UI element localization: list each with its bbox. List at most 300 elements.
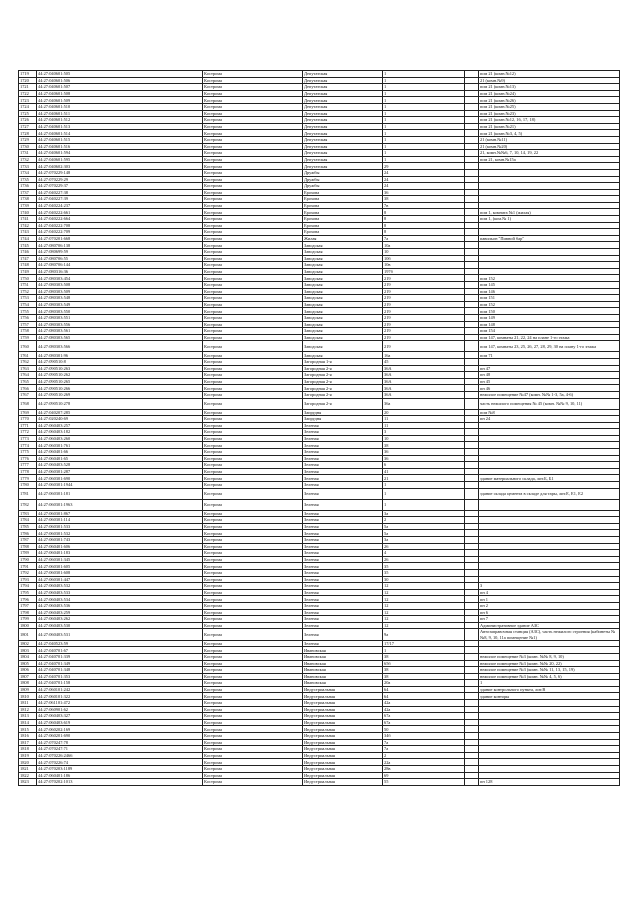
street-cell: Заводская: [303, 288, 383, 295]
table-row: [19, 295, 620, 302]
row-number-cell: 1724: [19, 103, 37, 110]
row-number-cell: 1755: [19, 308, 37, 315]
empty-cell: [465, 660, 479, 667]
house-cell: 7а: [383, 746, 465, 753]
street-cell: Индустриальная: [303, 772, 383, 779]
table-row: [19, 589, 620, 596]
cadastral-number-cell: 44:27:060101:322: [37, 693, 203, 700]
city-cell: Кострома: [203, 629, 303, 640]
house-cell: 197б: [383, 268, 465, 275]
empty-cell: [465, 268, 479, 275]
city-cell: Кострома: [203, 569, 303, 576]
row-number-cell: 1785: [19, 523, 37, 530]
empty-cell: [465, 442, 479, 449]
table-row: [19, 275, 620, 282]
cadastral-number-cell: 44:27:061101:472: [37, 700, 203, 707]
table-row: [19, 169, 620, 176]
table-row: [19, 475, 620, 482]
empty-cell: [465, 255, 479, 262]
street-cell: Загородная 2-я: [303, 385, 383, 392]
street-cell: Индустриальная: [303, 693, 383, 700]
city-cell: Кострома: [203, 123, 303, 130]
empty-cell: [465, 314, 479, 321]
note-cell: [479, 176, 620, 183]
cadastral-number-cell: 44:27:040701:353: [37, 673, 203, 680]
row-number-cell: 1761: [19, 352, 37, 359]
house-cell: 219: [383, 341, 465, 352]
table-row: [19, 255, 620, 262]
city-cell: Кострома: [203, 328, 303, 335]
row-number-cell: 1730: [19, 143, 37, 150]
table-row: [19, 488, 620, 499]
street-cell: Зеленая: [303, 499, 383, 510]
street-cell: Заводская: [303, 301, 383, 308]
empty-cell: [465, 653, 479, 660]
city-cell: Кострома: [203, 249, 303, 256]
table-row: [19, 686, 620, 693]
table-row: [19, 779, 620, 786]
house-cell: 11: [383, 416, 465, 423]
house-cell: 10: [383, 435, 465, 442]
city-cell: Кострома: [203, 475, 303, 482]
street-cell: Заводская: [303, 352, 383, 359]
house-cell: 28в: [383, 766, 465, 773]
note-cell: пом №8: [479, 409, 620, 416]
street-cell: Индустриальная: [303, 726, 383, 733]
city-cell: Кострома: [203, 216, 303, 223]
cadastral-number-cell: 44:27:040601:595: [37, 156, 203, 163]
city-cell: Кострома: [203, 409, 303, 416]
row-number-cell: 1732: [19, 156, 37, 163]
house-cell: 1: [383, 117, 465, 124]
row-number-cell: 1745: [19, 242, 37, 249]
cadastral-number-cell: 44:27:040601:594: [37, 150, 203, 157]
row-number-cell: 1821: [19, 766, 37, 773]
row-number-cell: 1815: [19, 726, 37, 733]
cadastral-number-cell: 44:27:080301:96: [37, 352, 203, 359]
cadastral-number-cell: 44:27:090510:269: [37, 391, 203, 398]
empty-cell: [465, 499, 479, 510]
house-cell: 1: [383, 103, 465, 110]
house-cell: 34б: [383, 733, 465, 740]
empty-cell: [465, 110, 479, 117]
cadastral-number-cell: 44:27:060301:114: [37, 517, 203, 524]
table-row: [19, 90, 620, 97]
cadastral-number-cell: 44:27:060401:66: [37, 449, 203, 456]
house-cell: 1: [383, 97, 465, 104]
note-cell: [479, 482, 620, 489]
city-cell: Кострома: [203, 530, 303, 537]
note-cell: [479, 556, 620, 563]
note-cell: [479, 713, 620, 720]
house-cell: 219: [383, 288, 465, 295]
row-number-cell: 1780: [19, 482, 37, 489]
house-cell: 4: [383, 550, 465, 557]
house-cell: 6: [383, 462, 465, 469]
city-cell: Кострома: [203, 321, 303, 328]
city-cell: Кострома: [203, 288, 303, 295]
note-cell: пн 24: [479, 416, 620, 423]
row-number-cell: 1728: [19, 130, 37, 137]
cadastral-number-cell: 44:27:040701:158: [37, 680, 203, 687]
city-cell: Кострома: [203, 103, 303, 110]
row-number-cell: 1771: [19, 422, 37, 429]
house-cell: 36: [383, 189, 465, 196]
row-number-cell: 1784: [19, 517, 37, 524]
street-cell: Заводская: [303, 262, 383, 269]
empty-cell: [465, 550, 479, 557]
house-cell: 1: [383, 90, 465, 97]
row-number-cell: 1726: [19, 117, 37, 124]
city-cell: Кострома: [203, 275, 303, 282]
city-cell: Кострома: [203, 334, 303, 341]
city-cell: Кострома: [203, 378, 303, 385]
empty-cell: [465, 416, 479, 423]
table-row: [19, 196, 620, 203]
table-row: [19, 308, 620, 315]
cadastral-number-cell: 44:27:070202:1013: [37, 779, 203, 786]
table-row: [19, 71, 620, 78]
street-cell: Депутатская: [303, 117, 383, 124]
house-cell: 1: [383, 130, 465, 137]
house-cell: 65б: [383, 660, 465, 667]
city-cell: Кострома: [203, 90, 303, 97]
empty-cell: [465, 739, 479, 746]
house-cell: 20: [383, 409, 465, 416]
street-cell: Зеленая: [303, 629, 383, 640]
house-cell: 16а: [383, 352, 465, 359]
empty-cell: [465, 523, 479, 530]
city-cell: Кострома: [203, 510, 303, 517]
row-number-cell: 1752: [19, 288, 37, 295]
note-cell: [479, 576, 620, 583]
empty-cell: [465, 569, 479, 576]
cadastral-number-cell: 44:27:060401:65: [37, 455, 203, 462]
city-cell: Кострома: [203, 482, 303, 489]
cadastral-number-cell: 44:27:060301:743: [37, 537, 203, 544]
house-cell: 5а: [383, 523, 465, 530]
city-cell: Кострома: [203, 640, 303, 647]
cadastral-number-cell: 44:27:060403:619: [37, 719, 203, 726]
table-row: [19, 629, 620, 640]
table-row: [19, 640, 620, 647]
table-row: [19, 517, 620, 524]
city-cell: Кострома: [203, 442, 303, 449]
cadastral-number-cell: 44:27:060403:182: [37, 429, 203, 436]
empty-cell: [465, 596, 479, 603]
street-cell: Индустриальная: [303, 713, 383, 720]
city-cell: Кострома: [203, 693, 303, 700]
city-cell: Кострома: [203, 766, 303, 773]
table-row: [19, 622, 620, 629]
city-cell: Кострома: [203, 391, 303, 398]
city-cell: Кострома: [203, 719, 303, 726]
street-cell: Депутатская: [303, 156, 383, 163]
empty-cell: [465, 455, 479, 462]
row-number-cell: 1808: [19, 680, 37, 687]
row-number-cell: 1783: [19, 510, 37, 517]
note-cell: пн 1: [479, 596, 620, 603]
row-number-cell: 1759: [19, 334, 37, 341]
note-cell: [479, 455, 620, 462]
street-cell: Зеленая: [303, 569, 383, 576]
house-cell: 8: [383, 209, 465, 216]
house-cell: 3а: [383, 510, 465, 517]
cadastral-number-cell: 44:27:060403:528: [37, 462, 203, 469]
street-cell: Зеленая: [303, 583, 383, 590]
house-cell: 29: [383, 163, 465, 170]
cadastral-number-cell: 44:27:060301:287: [37, 468, 203, 475]
row-number-cell: 1804: [19, 653, 37, 660]
street-cell: Дружбы: [303, 169, 383, 176]
table-row: [19, 576, 620, 583]
house-cell: 1: [383, 84, 465, 91]
row-number-cell: 1774: [19, 442, 37, 449]
empty-cell: [465, 117, 479, 124]
house-cell: 67а: [383, 719, 465, 726]
empty-cell: [465, 530, 479, 537]
city-cell: Кострома: [203, 583, 303, 590]
note-cell: Автозаправочная станция (АЗС), часть нежилого строения (кабинеты №№8, 9, 10, 11а помещение №1): [479, 629, 620, 640]
house-cell: 219: [383, 328, 465, 335]
street-cell: Зеленая: [303, 462, 383, 469]
house-cell: 219: [383, 295, 465, 302]
table-row: [19, 660, 620, 667]
table-row: [19, 713, 620, 720]
table-row: [19, 609, 620, 616]
row-number-cell: 1806: [19, 667, 37, 674]
house-cell: 35: [383, 563, 465, 570]
note-cell: [479, 550, 620, 557]
city-cell: Кострома: [203, 660, 303, 667]
street-cell: Запрудня: [303, 409, 383, 416]
table-row: [19, 530, 620, 537]
street-cell: Ерохова: [303, 189, 383, 196]
row-number-cell: 1786: [19, 530, 37, 537]
city-cell: Кострома: [203, 435, 303, 442]
table-row: [19, 328, 620, 335]
cadastral-number-cell: 44:27:060403:530: [37, 622, 203, 629]
row-number-cell: 1719: [19, 71, 37, 78]
cadastral-number-cell: 44:27:040207:285: [37, 409, 203, 416]
cadastral-number-cell: 44:27:070226:74: [37, 759, 203, 766]
row-number-cell: 1817: [19, 739, 37, 746]
table-row: [19, 163, 620, 170]
table-row: [19, 759, 620, 766]
house-cell: 30: [383, 576, 465, 583]
city-cell: Кострома: [203, 563, 303, 570]
row-number-cell: 1822: [19, 772, 37, 779]
street-cell: Ерохова: [303, 196, 383, 203]
table-row: [19, 334, 620, 341]
cadastral-number-cell: 44:27:040224:237: [37, 202, 203, 209]
row-number-cell: 1727: [19, 123, 37, 130]
city-cell: Кострома: [203, 455, 303, 462]
empty-cell: [465, 77, 479, 84]
note-cell: [479, 222, 620, 229]
house-cell: 1: [383, 150, 465, 157]
city-cell: Кострома: [203, 398, 303, 409]
note-cell: пом 152: [479, 275, 620, 282]
note-cell: [479, 766, 620, 773]
street-cell: Зеленая: [303, 422, 383, 429]
note-cell: [479, 435, 620, 442]
empty-cell: [465, 143, 479, 150]
street-cell: Депутатская: [303, 110, 383, 117]
house-cell: 9а: [383, 629, 465, 640]
table-row: [19, 693, 620, 700]
house-cell: 219: [383, 282, 465, 289]
table-row: [19, 156, 620, 163]
empty-cell: [465, 334, 479, 341]
row-number-cell: 1796: [19, 596, 37, 603]
table-row: [19, 268, 620, 275]
city-cell: Кострома: [203, 235, 303, 242]
row-number-cell: 1736: [19, 183, 37, 190]
empty-cell: [465, 398, 479, 409]
house-cell: 24: [383, 183, 465, 190]
empty-cell: [465, 130, 479, 137]
cadastral-number-cell: 44:27:090510:263: [37, 365, 203, 372]
table-row: [19, 435, 620, 442]
table-row: [19, 537, 620, 544]
house-cell: 1: [383, 156, 465, 163]
row-number-cell: 1799: [19, 616, 37, 623]
note-cell: нежилое помещение №3 (комн. №№ 8, 9, 10): [479, 653, 620, 660]
empty-cell: [465, 576, 479, 583]
note-cell: [479, 229, 620, 236]
row-number-cell: 1742: [19, 222, 37, 229]
street-cell: Загородная 2-я: [303, 372, 383, 379]
street-cell: Загородная 2-я: [303, 378, 383, 385]
row-number-cell: 1811: [19, 700, 37, 707]
street-cell: Зеленая: [303, 596, 383, 603]
table-row: [19, 563, 620, 570]
house-cell: 69: [383, 772, 465, 779]
city-cell: Кострома: [203, 622, 303, 629]
house-cell: 36: [383, 449, 465, 456]
street-cell: Депутатская: [303, 90, 383, 97]
street-cell: Зеленая: [303, 475, 383, 482]
property-table: [18, 70, 620, 786]
note-cell: пом 152: [479, 301, 620, 308]
house-cell: 10в: [383, 262, 465, 269]
empty-cell: [465, 308, 479, 315]
house-cell: 36А: [383, 385, 465, 392]
house-cell: 21: [383, 475, 465, 482]
table-row: [19, 398, 620, 409]
empty-cell: [465, 435, 479, 442]
city-cell: Кострома: [203, 673, 303, 680]
city-cell: Кострома: [203, 746, 303, 753]
cadastral-number-cell: 44:27:040601:513: [37, 123, 203, 130]
row-number-cell: 1795: [19, 589, 37, 596]
empty-cell: [465, 183, 479, 190]
house-cell: 1: [383, 77, 465, 84]
note-cell: [479, 255, 620, 262]
row-number-cell: 1739: [19, 202, 37, 209]
cadastral-number-cell: 44:27:060401:606: [37, 543, 203, 550]
empty-cell: [465, 169, 479, 176]
row-number-cell: 1819: [19, 752, 37, 759]
city-cell: Кострома: [203, 169, 303, 176]
note-cell: [479, 429, 620, 436]
row-number-cell: 1734: [19, 169, 37, 176]
city-cell: Кострома: [203, 196, 303, 203]
cadastral-number-cell: 44:27:080303:550: [37, 308, 203, 315]
row-number-cell: 1787: [19, 537, 37, 544]
cadastral-number-cell: 44:27:040227:38: [37, 189, 203, 196]
table-row: [19, 136, 620, 143]
note-cell: [479, 746, 620, 753]
empty-cell: [465, 97, 479, 104]
house-cell: 7в: [383, 202, 465, 209]
empty-cell: [465, 429, 479, 436]
house-cell: 219: [383, 334, 465, 341]
city-cell: Кострома: [203, 84, 303, 91]
note-cell: [479, 719, 620, 726]
cadastral-number-cell: 44:27:070201:668: [37, 235, 203, 242]
row-number-cell: 1764: [19, 372, 37, 379]
house-cell: 1: [383, 110, 465, 117]
empty-cell: [465, 719, 479, 726]
cadastral-number-cell: 44:27:060301:1944: [37, 482, 203, 489]
house-cell: 3а: [383, 537, 465, 544]
street-cell: Зеленая: [303, 517, 383, 524]
cadastral-number-cell: 44:27:080303:561: [37, 328, 203, 335]
empty-cell: [465, 629, 479, 640]
cadastral-number-cell: 44:27:060301:533: [37, 523, 203, 530]
table-row: [19, 462, 620, 469]
cadastral-number-cell: 44:27:060301:690: [37, 475, 203, 482]
cadastral-number-cell: 44:27:070229:29: [37, 176, 203, 183]
cadastral-number-cell: 44:27:060403:260: [37, 435, 203, 442]
street-cell: Ерохова: [303, 202, 383, 209]
house-cell: 1: [383, 499, 465, 510]
street-cell: Зеленая: [303, 488, 383, 499]
house-cell: 2: [383, 752, 465, 759]
house-cell: 17/17: [383, 640, 465, 647]
street-cell: Депутатская: [303, 97, 383, 104]
city-cell: Кострома: [203, 365, 303, 372]
table-row: [19, 123, 620, 130]
empty-cell: [465, 488, 479, 499]
row-number-cell: 1802: [19, 640, 37, 647]
row-number-cell: 1812: [19, 706, 37, 713]
note-cell: 1: [479, 680, 620, 687]
note-cell: [479, 563, 620, 570]
note-cell: [479, 759, 620, 766]
house-cell: 24: [383, 176, 465, 183]
city-cell: Кострома: [203, 358, 303, 365]
street-cell: Индустриальная: [303, 752, 383, 759]
house-cell: 42а: [383, 706, 465, 713]
empty-cell: [465, 71, 479, 78]
row-number-cell: 1766: [19, 385, 37, 392]
street-cell: Заводская: [303, 255, 383, 262]
table-row: [19, 680, 620, 687]
cadastral-number-cell: 44:27:060401:186: [37, 772, 203, 779]
note-cell: пн 2: [479, 602, 620, 609]
empty-cell: [465, 123, 479, 130]
table-row: [19, 706, 620, 713]
empty-cell: [465, 156, 479, 163]
cadastral-number-cell: 44:27:080303:551: [37, 314, 203, 321]
street-cell: Зеленая: [303, 556, 383, 563]
house-cell: 7а: [383, 235, 465, 242]
row-number-cell: 1757: [19, 321, 37, 328]
street-cell: Зеленая: [303, 435, 383, 442]
